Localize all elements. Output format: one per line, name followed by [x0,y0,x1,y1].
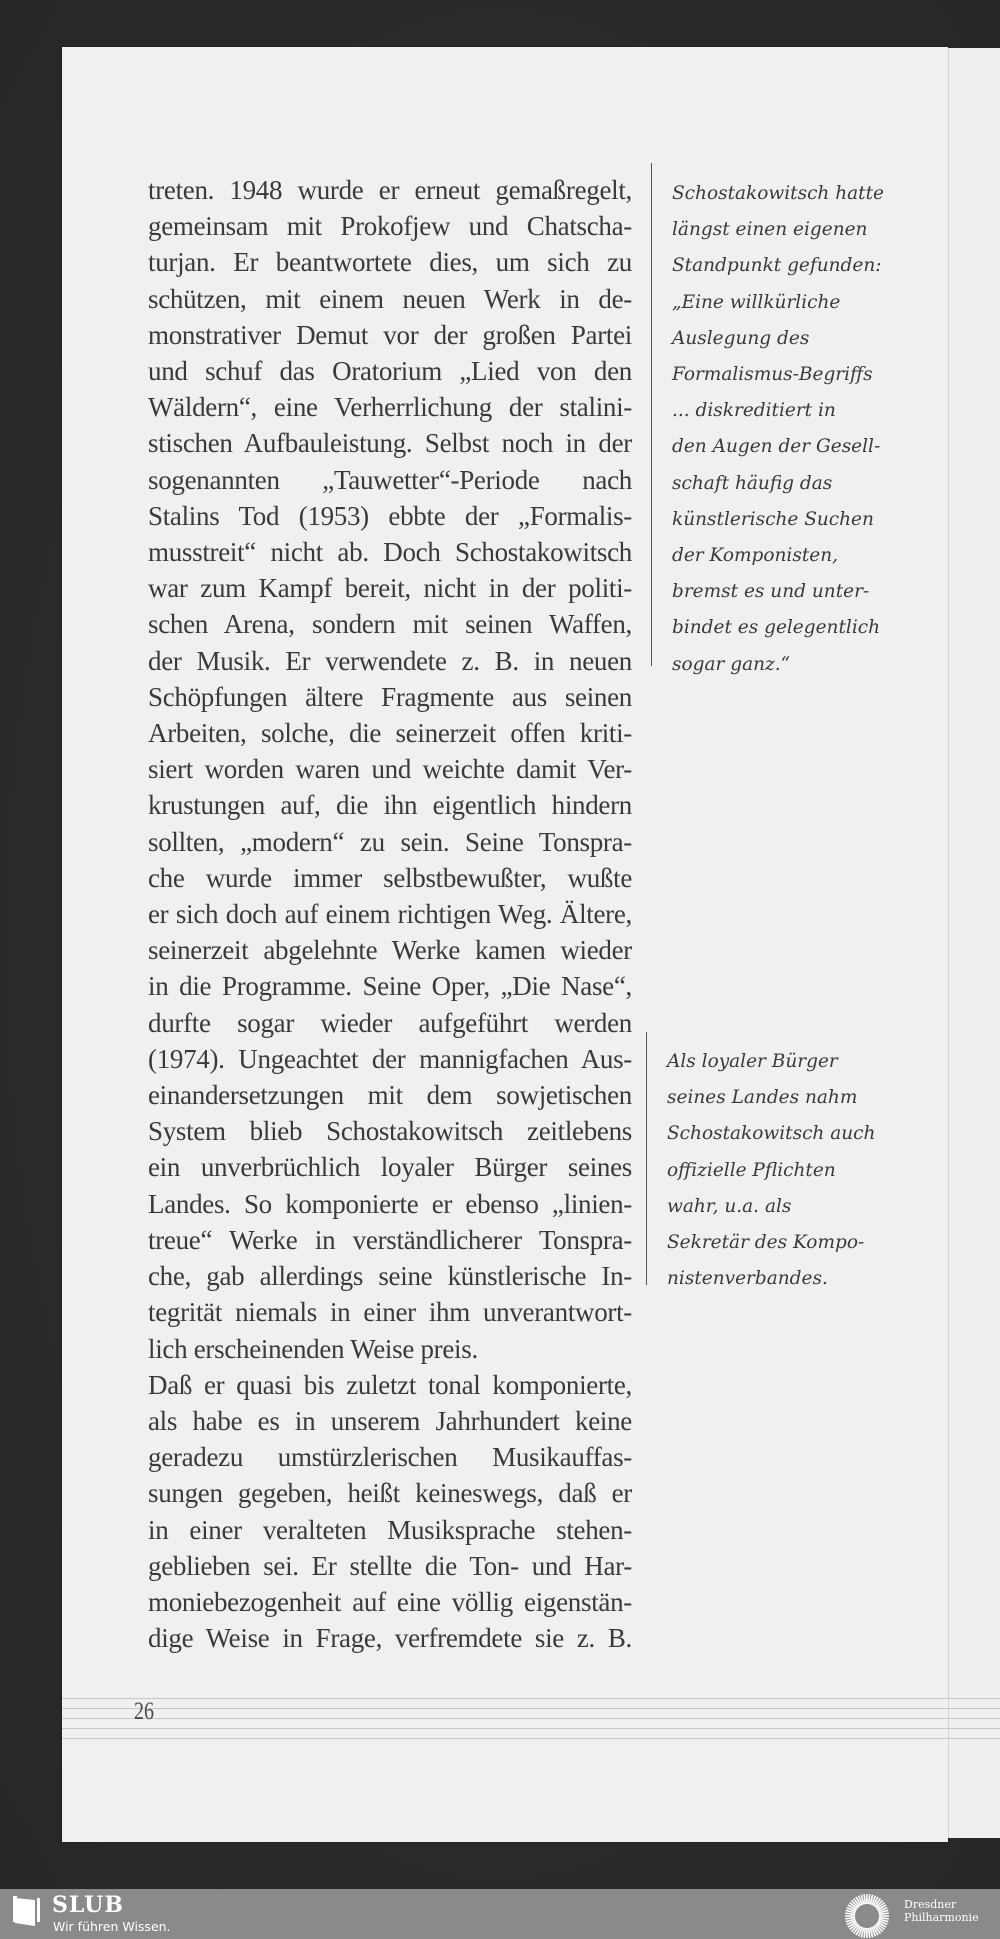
aside-line: den Augen der Gesell- [672,436,881,458]
text-line: durfte sogar wieder aufgeführt werden [148,1007,632,1038]
staff-line [62,1698,1000,1699]
text-line: treten. 1948 wurde er erneut gemaßregelt, [148,175,632,205]
text-line: dige Weise in Frage, verfremdete sie z. B. [148,1623,632,1654]
text-line: Wäldern“, eine Verherrlichung der stalini- [148,392,632,423]
text-line: war zum Kampf bereit, nicht in der politi- [148,573,632,604]
text-line: moniebezogenheit auf eine völlig eigenstän- [148,1586,632,1617]
aside-line: längst einen eigenen [672,219,868,241]
text-line: Daß er quasi bis zuletzt tonal komponierte, [148,1369,632,1400]
sunburst-ray [864,1928,865,1938]
aside-line: seines Landes nahm [667,1087,858,1109]
aside-line: Schostakowitsch hatte [672,183,884,204]
aside-line: Formalismus-Begriffs [672,364,873,386]
sunburst-ray [864,1894,865,1904]
text-line: Landes. So komponierte er ebenso „linien- [148,1188,632,1219]
slub-logo-tagline: Wir führen Wissen. [53,1919,171,1934]
text-line: turjan. Er beantwortete dies, um sich zu [148,247,632,278]
aside-line: wahr, u.a. als [667,1195,792,1217]
sunburst-ray [845,1918,855,1919]
aside-line: der Komponisten, [672,545,839,567]
next-page-edge [948,48,1000,1838]
aside-divider-1 [651,163,652,666]
staff-line [62,1738,1000,1739]
page-number: 26 [134,1698,154,1725]
staff-line [62,1718,1000,1719]
text-line: er sich doch auf einem richtigen Weg. Ältere, [148,899,632,930]
text-line: sollten, „modern“ zu sein. Seine Tonspra- [148,826,632,857]
text-line: krustungen auf, die ihn eigentlich hindern [148,790,632,821]
book-icon [13,1896,41,1926]
staff-line [62,1728,1000,1729]
text-line: sungen gegeben, heißt keineswegs, daß er [148,1478,632,1509]
sunburst-ray [845,1913,855,1914]
aside-quote-1 [672,176,884,683]
aside-line: offizielle Pflichten [667,1159,836,1181]
aside-line: ... diskreditiert in [672,400,836,422]
text-line: Stalins Tod (1953) ebbte der „Formalis- [148,500,632,531]
text-line: che, gab allerdings seine künstlerische In- [148,1261,632,1292]
aside-divider-2 [646,1032,647,1285]
sunburst-ring-icon [840,1893,894,1939]
staff-line [62,1708,1000,1709]
text-line: sogenannten „Tauwetter“-Periode nach [148,464,632,495]
text-line: ein unverbrüchlich loyaler Bürger seines [148,1152,632,1183]
text-line: gemeinsam mit Prokofjew und Chatscha- [148,211,632,242]
aside-line: Schostakowitsch auch [667,1123,876,1145]
slub-logo-name[interactable]: SLUB [52,1892,124,1918]
aside-line: Standpunkt gefunden: [672,255,882,277]
logo-line-2: Philharmonie [904,1911,979,1924]
text-line: musstreit“ nicht ab. Doch Schostakowitsch [148,537,632,568]
text-line: Arbeiten, solche, die seinerzeit offen kriti- [148,718,632,749]
dresdner-philharmonie-logo[interactable] [904,1898,979,1924]
text-line: System blieb Schostakowitsch zeitlebens [148,1116,632,1147]
aside-line: Als loyaler Bürger [667,1051,838,1072]
text-line: in einer veralteten Musiksprache stehen- [148,1514,632,1545]
aside-line: „Eine willkürliche [672,291,841,313]
aside-line: Sekretär des Kompo- [667,1232,865,1254]
text-line: lich erscheinenden Weise preis. [148,1333,478,1364]
text-line: schen Arena, sondern mit seinen Waffen, [148,609,632,640]
text-line: einandersetzungen mit dem sowjetischen [148,1080,632,1111]
text-line: tegrität niemals in einer ihm unverantwort- [148,1297,632,1328]
text-line: Schöpfungen ältere Fragmente aus seinen [148,681,632,712]
text-line: als habe es in unserem Jahrhundert keine [148,1405,632,1436]
aside-quote-2 [667,1044,875,1297]
sunburst-ray [879,1913,889,1914]
main-body-text [148,172,632,1656]
text-line: treue“ Werke in verständlicherer Tonspra- [148,1224,632,1255]
text-line: der Musik. Er verwendete z. B. in neuen [148,645,632,676]
sunburst-ray [869,1894,870,1904]
aside-line: nistenverbandes. [667,1268,828,1290]
text-line: seinerzeit abgelehnte Werke kamen wieder [148,935,632,966]
aside-line: schaft häufig das [672,472,833,494]
text-line: monstrativer Demut vor der großen Partei [148,319,632,350]
text-line: in die Programme. Seine Oper, „Die Nase“, [148,971,632,1002]
text-line: geblieben sei. Er stellte die Ton- und Har- [148,1550,632,1581]
logo-line-1: Dresdner [904,1898,957,1911]
sunburst-ray [869,1928,870,1938]
text-line: siert worden waren und weichte damit Ver- [148,754,632,785]
text-line: che wurde immer selbstbewußter, wußte [148,862,632,893]
text-line: und schuf das Oratorium „Lied von den [148,356,632,387]
text-line: stischen Aufbauleistung. Selbst noch in der [148,428,632,459]
aside-line: bindet es gelegentlich [672,617,881,639]
sunburst-ray [879,1918,889,1919]
footer-bar [0,1889,1000,1939]
aside-line: Auslegung des [672,327,810,349]
aside-line: künstlerische Suchen [672,508,874,530]
text-line: (1974). Ungeachtet der mannigfachen Aus- [148,1043,632,1074]
aside-line: bremst es und unter- [672,581,870,603]
text-line: schützen, mit einem neuen Werk in de- [148,283,632,314]
aside-line: sogar ganz.“ [672,653,791,675]
music-staff-lines [62,1698,1000,1742]
text-line: geradezu umstürzlerischen Musikauffas- [148,1442,632,1473]
